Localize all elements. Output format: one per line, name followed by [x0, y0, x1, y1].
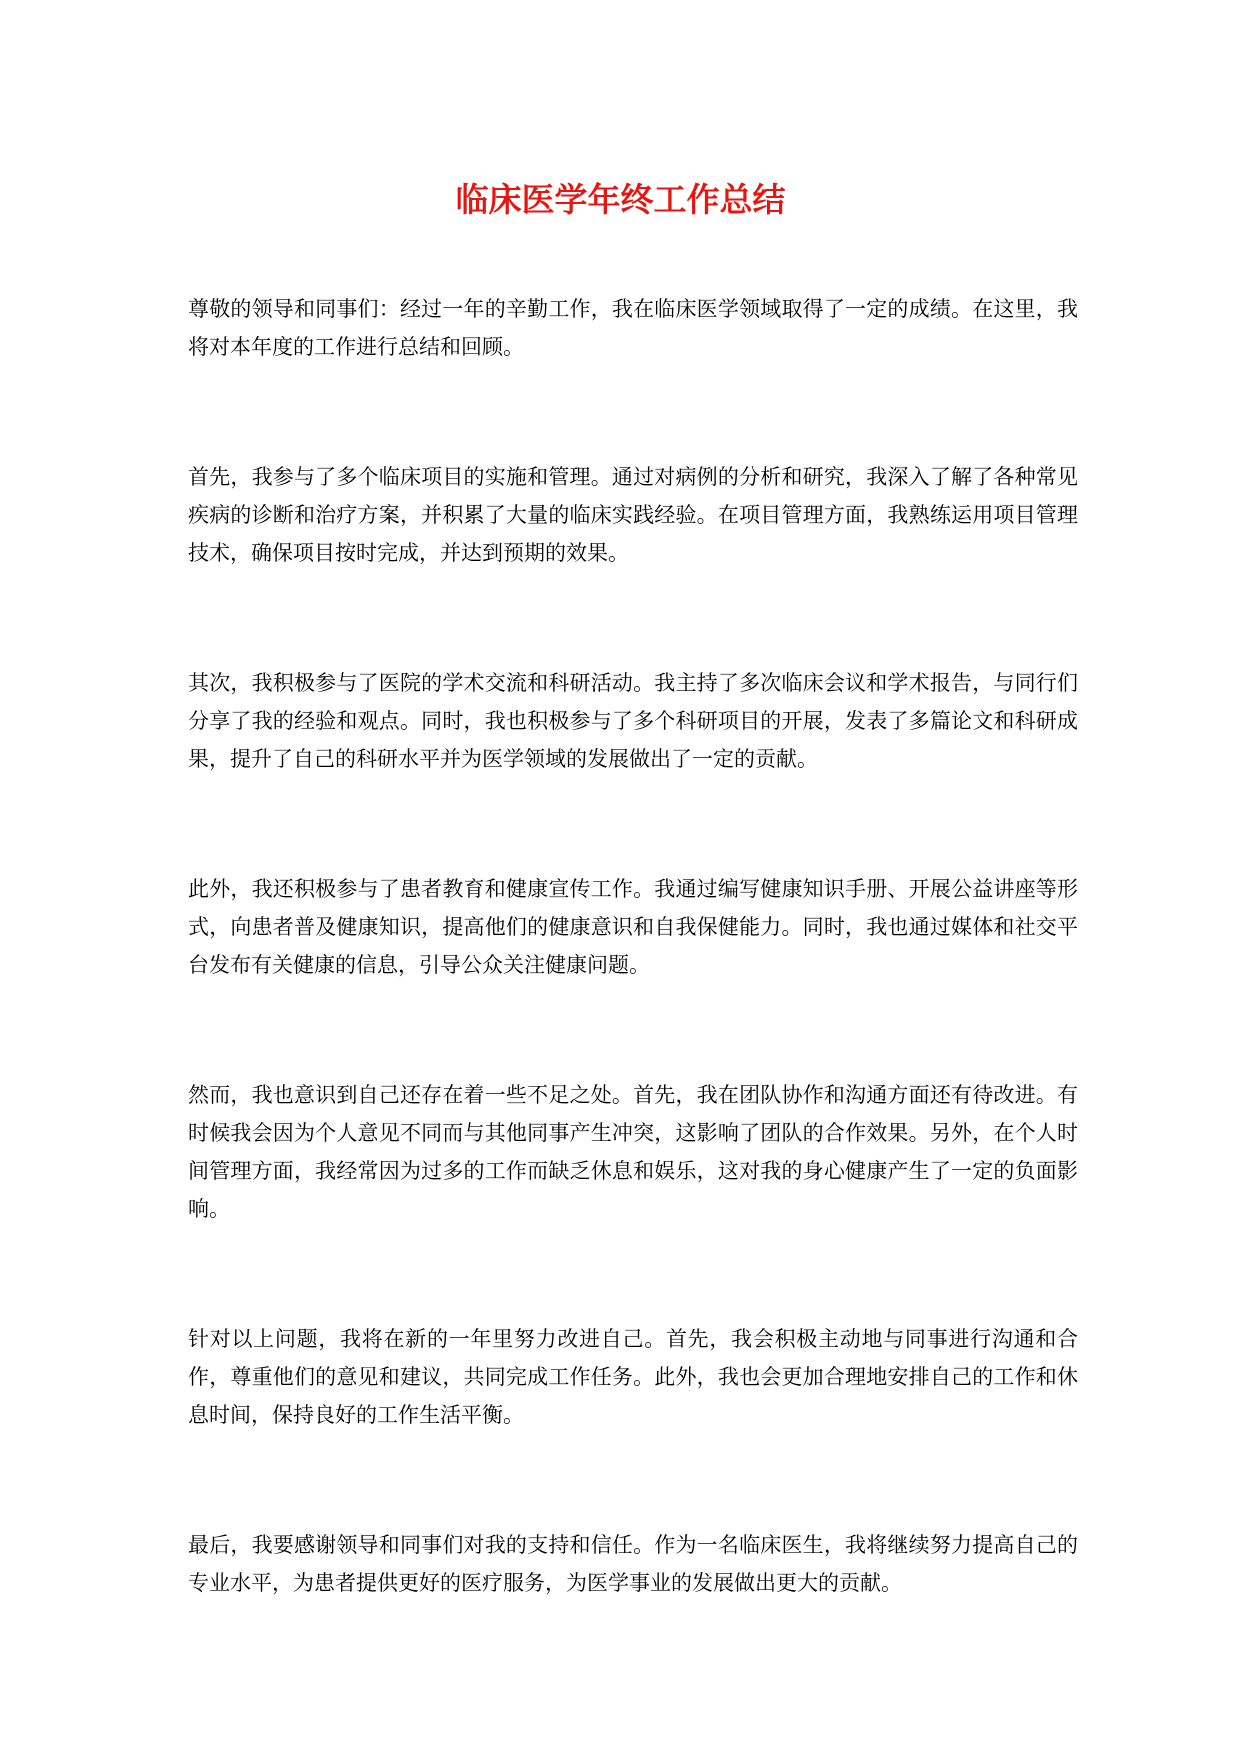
- paragraph-improvements: 针对以上问题，我将在新的一年里努力改进自己。首先，我会积极主动地与同事进行沟通和合作，尊重他们的意见和建议，共同完成工作任务。此外，我也会更加合理地安排自己的工作和休息时间，保持良好的工作生活平衡。: [188, 1327, 1078, 1427]
- paragraph-greeting: 尊敬的领导和同事们：经过一年的辛勤工作，我在临床医学领域取得了一定的成绩。在这里，我将对本年度的工作进行总结和回顾。: [188, 297, 1078, 359]
- paragraph-research: 其次，我积极参与了医院的学术交流和科研活动。我主持了多次临床会议和学术报告，与同行们分享了我的经验和观点。同时，我也积极参与了多个科研项目的开展，发表了多篇论文和科研成果，提升了自己的科研水平并为医学领域的发展做出了一定的贡献。: [188, 671, 1078, 771]
- paragraph-closing: 最后，我要感谢领导和同事们对我的支持和信任。作为一名临床医生，我将继续努力提高自己的专业水平，为患者提供更好的医疗服务，为医学事业的发展做出更大的贡献。: [188, 1533, 1078, 1595]
- paragraph-shortcomings: 然而，我也意识到自己还存在着一些不足之处。首先，我在团队协作和沟通方面还有待改进。有时候我会因为个人意见不同而与其他同事产生冲突，这影响了团队的合作效果。另外，在个人时间管理方面，我经常因为过多的工作而缺乏休息和娱乐，这对我的身心健康产生了一定的负面影响。: [188, 1083, 1078, 1221]
- document-title: 临床医学年终工作总结: [455, 180, 786, 219]
- paragraph-projects: 首先，我参与了多个临床项目的实施和管理。通过对病例的分析和研究，我深入了解了各种常见疾病的诊断和治疗方案，并积累了大量的临床实践经验。在项目管理方面，我熟练运用项目管理技术，确保项目按时完成，并达到预期的效果。: [188, 465, 1078, 565]
- paragraph-education: 此外，我还积极参与了患者教育和健康宣传工作。我通过编写健康知识手册、开展公益讲座等形式，向患者普及健康知识，提高他们的健康意识和自我保健能力。同时，我也通过媒体和社交平台发布有关健康的信息，引导公众关注健康问题。: [188, 877, 1078, 977]
- document-body: [188, 290, 1078, 1602]
